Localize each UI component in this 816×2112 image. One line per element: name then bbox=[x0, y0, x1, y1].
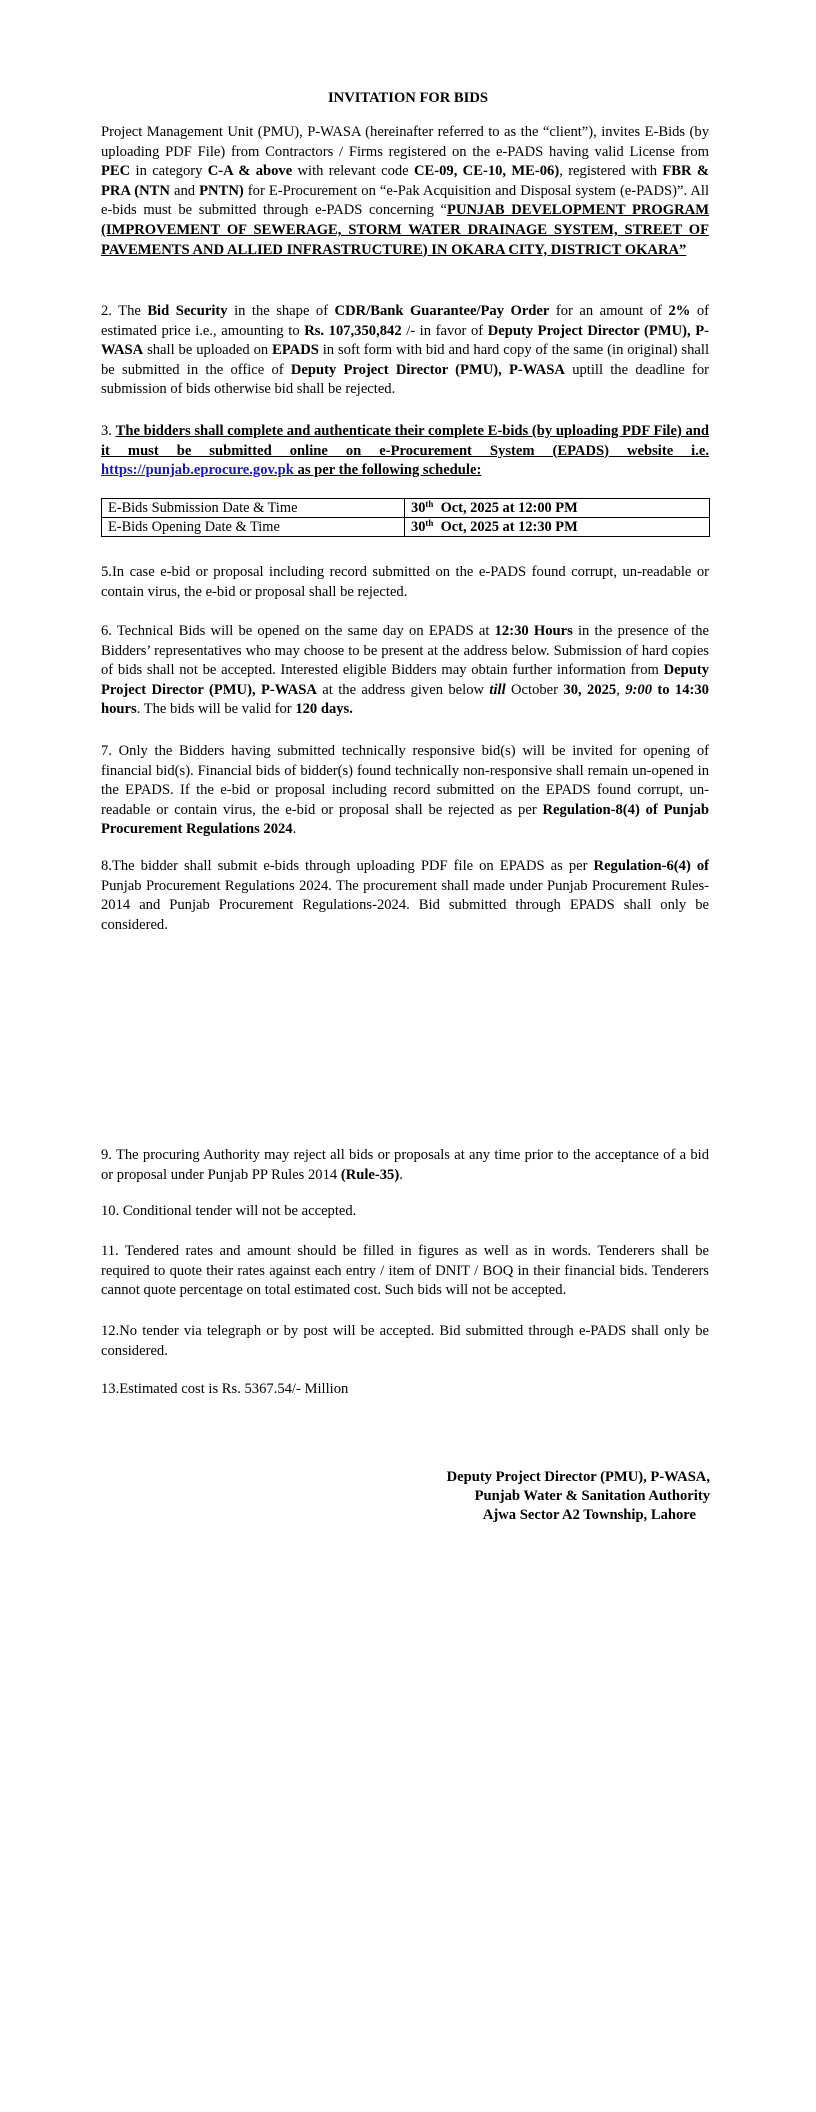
text: uptill the deadline for submission of bids otherwise bid shall be rejected. bbox=[101, 361, 709, 398]
bold-text: 2% bbox=[668, 303, 691, 319]
paragraph-2-bid-security bbox=[101, 302, 709, 400]
signature-line-3: Ajwa Sector A2 Township, Lahore bbox=[482, 1507, 696, 1523]
ordinal-suffix: th bbox=[425, 499, 434, 509]
bold-text: CDR/Bank Guarantee/Pay Order bbox=[334, 303, 550, 319]
underlined-bold-text: The bidders shall complete and authenticate their complete E-bids (by uploading PDF File) and it must be submitted online on e-Procurement System (EPADS) website i.e. bbox=[101, 423, 710, 459]
paragraph-7-financial-bids bbox=[101, 742, 709, 840]
bold-text: Deputy Project Director (PMU), P-WASA bbox=[290, 361, 565, 378]
schedule-table bbox=[101, 498, 710, 537]
text: /- in favor of bbox=[401, 322, 488, 339]
schedule-value bbox=[405, 518, 710, 537]
text: 7. Only the Bidders having submitted technically responsive bid(s) will be invited for opening of financial bid(s). Financial bids of bidder(s) found technically non-responsive shall remain un-opened in the EPADS. If the e-bid or proposal including record submitted on the EPADS found corrupt, un-readable or contain virus, the e-bid or proposal shall be rejected as per bbox=[101, 743, 709, 818]
text: 3. bbox=[101, 423, 116, 439]
text: . bbox=[399, 1166, 403, 1183]
bold-italic-text: till bbox=[489, 681, 506, 698]
paragraph-1-intro bbox=[101, 123, 709, 260]
text: in soft form with bid and hard copy of the same (in original) shall be submitted in the office of bbox=[101, 342, 709, 378]
bold-pec: PEC bbox=[101, 163, 131, 180]
bold-fbr-pra: FBR & PRA (NTN bbox=[101, 163, 709, 199]
text: Project Management Unit (PMU), P-WASA (hereinafter referred to as the “client”), invites E-Bids (by uploading PDF File) from Contractors / Firms registered on the e-PADS having valid License from bbox=[101, 124, 709, 160]
bid-security-amount: Rs. 107,350,842 bbox=[304, 322, 402, 339]
bold-text: to 14:30 hours bbox=[101, 681, 709, 718]
text: 8.The bidder shall submit e-bids through uploading PDF file on EPADS as per bbox=[101, 858, 594, 874]
bold-text: 12:30 Hours bbox=[494, 623, 573, 639]
bold-text: Regulation-8(4) of Punjab Procurement Regulations 2024 bbox=[101, 801, 710, 838]
day: 30 bbox=[411, 500, 426, 516]
bold-text: Bid Security bbox=[147, 303, 228, 319]
date-time: Oct, 2025 at 12:00 PM bbox=[433, 500, 578, 516]
bold-text: Deputy Project Director (PMU), P-WASA bbox=[101, 662, 709, 698]
text: in the shape of bbox=[227, 303, 335, 319]
table-row bbox=[102, 518, 710, 537]
bold-text: EPADS bbox=[272, 342, 319, 359]
paragraph-13-estimated-cost: 13.Estimated cost is Rs. 5367.54/- Million bbox=[101, 1381, 349, 1397]
paragraph-5-corrupt-bids: 5.In case e-bid or proposal including record submitted on the e-PADS found corrupt, un-readable or contain virus, the e-bid or proposal shall be rejected. bbox=[101, 564, 709, 600]
epads-website-link[interactable]: https://punjab.eprocure.gov.pk bbox=[101, 462, 294, 479]
text: 9. The procuring Authority may reject all bids or proposals at any time prior to the acceptance of a bid or proposal under Punjab PP Rules 2014 bbox=[101, 1147, 709, 1183]
document-title: INVITATION FOR BIDS bbox=[327, 90, 489, 106]
text: at the address given below bbox=[316, 681, 490, 698]
schedule-label: E-Bids Submission Date & Time bbox=[102, 499, 405, 518]
text: in category bbox=[130, 163, 208, 180]
text: 2. The bbox=[101, 303, 148, 319]
text: , registered with bbox=[559, 163, 663, 180]
text: October bbox=[505, 681, 564, 698]
paragraph-12-no-post: 12.No tender via telegraph or by post will be accepted. Bid submitted through e-PADS shall only be considered. bbox=[101, 1323, 709, 1359]
ordinal-suffix: th bbox=[425, 518, 434, 528]
schedule-label: E-Bids Opening Date & Time bbox=[102, 518, 405, 537]
bold-category: C-A & above bbox=[207, 163, 293, 180]
day: 30 bbox=[411, 519, 426, 535]
text: for an amount of bbox=[549, 303, 669, 319]
text: . The bids will be valid for bbox=[136, 701, 296, 718]
text: in the presence of the Bidders’ representatives who may choose to be present at the address below. Submission of hard copies of bids shall not be accepted. Interested eligible Bidders may obtain further information from bbox=[101, 623, 709, 679]
text: , bbox=[616, 681, 626, 698]
paragraph-9-rejection bbox=[101, 1146, 709, 1185]
signature-block bbox=[447, 1468, 710, 1525]
bold-text: 120 days. bbox=[295, 701, 353, 718]
paragraph-3-submission bbox=[101, 422, 709, 481]
signature-line-1: Deputy Project Director (PMU), P-WASA, bbox=[446, 1469, 710, 1485]
underlined-bold-text: as per the following schedule: bbox=[293, 462, 482, 479]
text: 6. Technical Bids will be opened on the same day on EPADS at bbox=[101, 623, 495, 639]
bold-pntn: PNTN) bbox=[199, 182, 244, 199]
bold-codes: CE-09, CE-10, ME-06) bbox=[413, 163, 560, 180]
bold-text: Deputy Project Director (PMU), P-WASA bbox=[101, 322, 709, 359]
bold-text: (Rule-35) bbox=[340, 1166, 400, 1183]
paragraph-8-regulations bbox=[101, 857, 709, 935]
schedule-value bbox=[405, 499, 710, 518]
text: shall be uploaded on bbox=[143, 342, 273, 359]
text: . bbox=[292, 821, 297, 838]
bold-text: Regulation-6(4) of bbox=[593, 858, 710, 874]
table-row bbox=[102, 499, 710, 518]
text: of estimated price i.e., amounting to bbox=[101, 303, 710, 339]
text: for E-Procurement on “e-Pak Acquisition and Disposal system (e-PADS)”. All e-bids must be submitted through e-PADS concerning “ bbox=[101, 182, 710, 219]
text: with relevant code bbox=[292, 163, 414, 180]
paragraph-10-conditional: 10. Conditional tender will not be accepted. bbox=[101, 1203, 357, 1219]
bold-italic-text: 9:00 bbox=[625, 681, 653, 698]
text: and bbox=[169, 182, 200, 199]
paragraph-11-rates: 11. Tendered rates and amount should be filled in figures as well as in words. Tenderers shall be required to quote their rates against each entry / item of DNIT / BOQ in their financial bids. Tenderers cannot quote percentage on total estimated cost. Such bids will not be accepted. bbox=[101, 1243, 709, 1299]
project-name: PUNJAB DEVELOPMENT PROGRAM (IMPROVEMENT OF SEWERAGE, STORM WATER DRAINAGE SYSTEM, STREET OF PAVEMENTS AND ALLIED INFRASTRUCTURE) IN OKARA CITY, DISTRICT OKARA” bbox=[101, 202, 709, 258]
bold-text: 30, 2025 bbox=[563, 681, 617, 698]
signature-line-2: Punjab Water & Sanitation Authority bbox=[474, 1488, 710, 1504]
text: Punjab Procurement Regulations 2024. The procurement shall made under Punjab Procurement Rules-2014 and Punjab Procurement Regulations-2024. Bid submitted through EPADS shall only be considered. bbox=[101, 877, 709, 933]
date-time: Oct, 2025 at 12:30 PM bbox=[433, 519, 578, 535]
paragraph-6-technical-bids bbox=[101, 622, 709, 720]
